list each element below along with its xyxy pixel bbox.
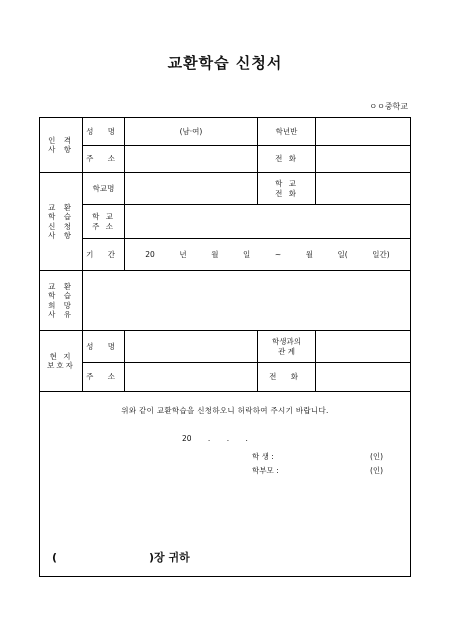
- declaration-block: [40, 392, 411, 577]
- recipient-line: ( )장 귀하: [52, 551, 190, 564]
- exchange-section-label: 교 환 학 습 신 청 사 항: [40, 173, 83, 271]
- reason-section-label: 교 환 학 습 희 망 사 유: [40, 271, 83, 331]
- student-phone-field[interactable]: [316, 146, 411, 173]
- student-signature-label: 학 생 :: [252, 452, 274, 461]
- student-address-label: 주 소: [83, 146, 125, 173]
- school-address-field[interactable]: [125, 205, 411, 239]
- grade-class-field[interactable]: [316, 118, 411, 146]
- personal-section-label: 인 격 사 항: [40, 118, 83, 173]
- parent-signature-label: 학부모 :: [252, 466, 279, 475]
- student-name-field[interactable]: [125, 118, 258, 146]
- parent-seal[interactable]: (인): [370, 466, 384, 475]
- guardian-relation-label: 학생과의 관 계: [258, 331, 316, 363]
- guardian-address-field[interactable]: [125, 363, 258, 392]
- school-name-field[interactable]: [125, 173, 258, 205]
- guardian-name-field[interactable]: [125, 331, 258, 363]
- declaration-text: 위와 같이 교환학습을 신청하오니 허락하여 주시기 바랍니다.: [121, 406, 329, 415]
- guardian-phone-field[interactable]: [316, 363, 411, 392]
- student-seal[interactable]: (인): [370, 452, 384, 461]
- form-title: 교환학습 신청서: [167, 54, 283, 72]
- guardian-name-label: 성 명: [83, 331, 125, 363]
- school-address-label: 학 교 주 소: [83, 205, 125, 239]
- guardian-section-label: 현 지 보호자: [40, 331, 83, 392]
- school-phone-label: 학 교 전 화: [258, 173, 316, 205]
- application-form-table: [39, 117, 411, 577]
- guardian-relation-field[interactable]: [316, 331, 411, 363]
- school-phone-field[interactable]: [316, 173, 411, 205]
- student-name-label: 성 명: [83, 118, 125, 146]
- period-label: 기 간: [83, 239, 125, 271]
- guardian-address-label: 주 소: [83, 363, 125, 392]
- declaration-date[interactable]: 20 . . .: [182, 434, 248, 443]
- gender-choice: (남·여): [179, 126, 203, 136]
- student-phone-label: 전 화: [258, 146, 316, 173]
- period-field[interactable]: 20 년 월 일 ~ 월 일( 일간): [125, 239, 411, 271]
- school-name-label: 학교명: [83, 173, 125, 205]
- reason-field[interactable]: [83, 271, 411, 331]
- student-address-field[interactable]: [125, 146, 258, 173]
- school-name: ㅇㅇ중학교: [369, 102, 408, 111]
- grade-class-label: 학년반: [258, 118, 316, 146]
- guardian-phone-label: 전 화: [258, 363, 316, 392]
